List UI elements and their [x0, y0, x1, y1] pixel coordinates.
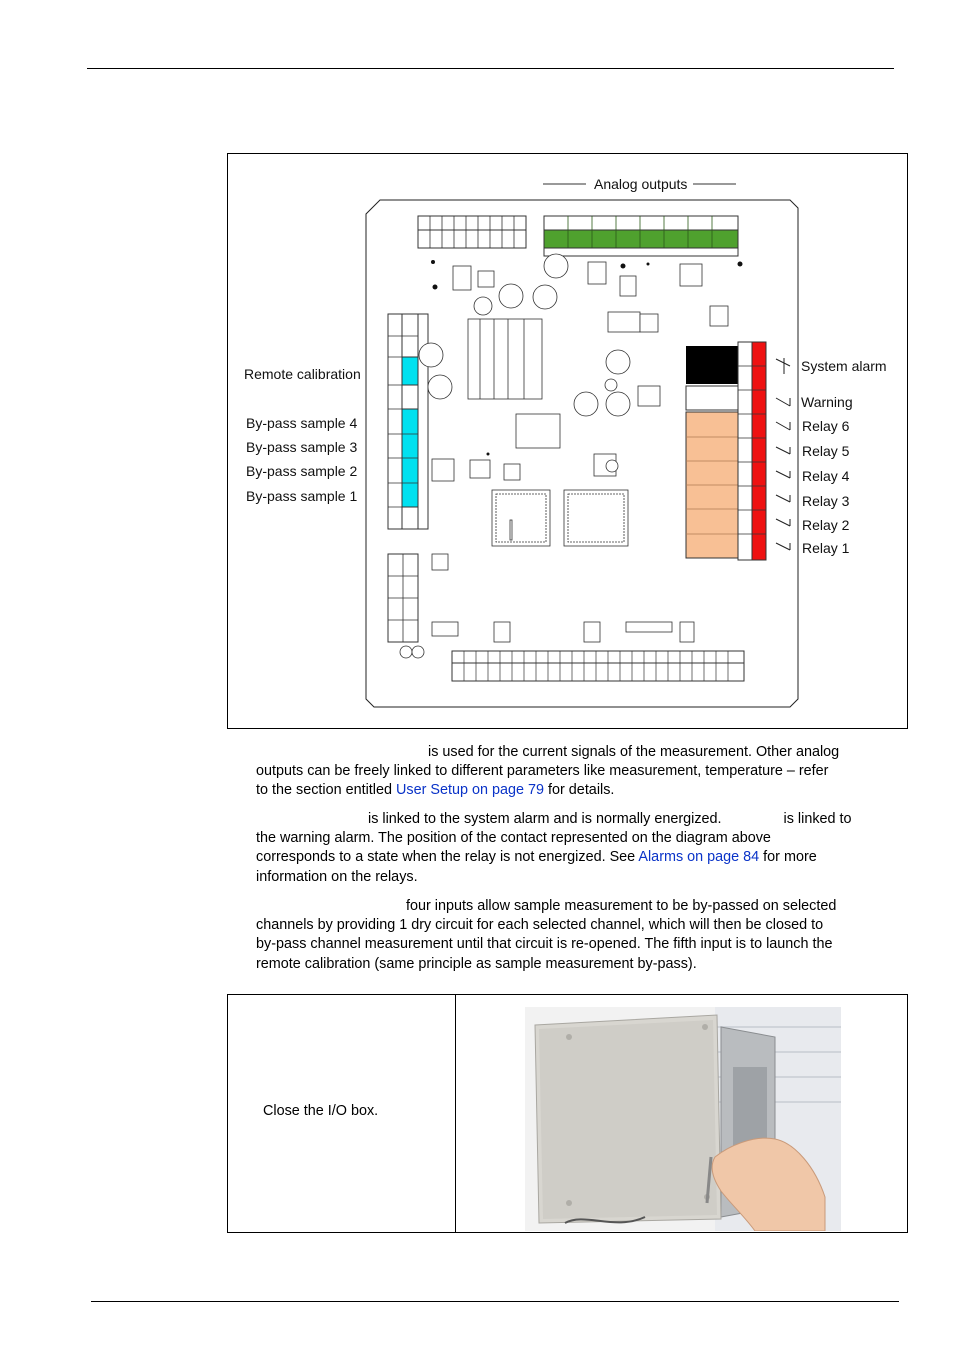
p3-line2: channels by providing 1 dry circuit for each selected channel, which will then be closed to: [256, 917, 824, 934]
p1-line3-post: for details.: [544, 782, 615, 799]
step-table-divider: [455, 995, 456, 1232]
analog-output-terminal: [544, 216, 738, 256]
p1-line3: [256, 781, 902, 800]
bottom-terminal: [452, 651, 744, 681]
label-system-alarm: System alarm: [801, 358, 887, 374]
label-bypass-sample-4: By-pass sample 4: [246, 415, 358, 431]
p2-line4: information on the relays.: [256, 868, 418, 885]
p2-line3: [256, 848, 902, 867]
user-setup-link[interactable]: User Setup on page 79: [396, 782, 545, 799]
io-board-diagram: [228, 154, 909, 730]
paragraph-relays: [256, 810, 902, 887]
p3-line4: remote calibration (same principle as sample measurement by-pass).: [256, 955, 697, 972]
label-bypass-sample-3: By-pass sample 3: [246, 439, 358, 455]
label-relay-4: Relay 4: [802, 468, 850, 484]
p2-line2: the warning alarm. The position of the contact represented on the diagram above: [256, 830, 771, 847]
relay-terminal: [686, 342, 766, 560]
p2-line1a: is linked to the system alarm and is normally energized.: [368, 811, 722, 827]
paragraph-bypass: [256, 897, 902, 974]
label-relay-1: Relay 1: [802, 540, 850, 556]
footer-rule: [91, 1301, 899, 1302]
p1-line3-pre: to the section entitled: [256, 782, 396, 799]
p1-line2: outputs can be freely linked to different parameters like measurement, temperature – refer: [256, 763, 829, 780]
analog-outputs-label: Analog outputs: [594, 176, 688, 192]
p1-line1: is used for the current signals of the measurement. Other analog: [428, 744, 840, 760]
paragraph-analog-outputs: [256, 743, 902, 801]
label-relay-2: Relay 2: [802, 517, 850, 533]
step-instruction: Close the I/O box.: [263, 1103, 379, 1119]
step-table: [227, 994, 908, 1233]
p3-line3: by-pass channel measurement until that circuit is re-opened. The fifth input is to launch the: [256, 936, 833, 953]
label-bypass-sample-1: By-pass sample 1: [246, 488, 358, 504]
io-board-figure: [227, 153, 908, 729]
label-relay-6: Relay 6: [802, 418, 850, 434]
p2-line3-post: for more: [759, 849, 817, 866]
left-input-terminal: [388, 314, 428, 529]
p3-line1: four inputs allow sample measurement to be by-passed on selected: [406, 898, 837, 914]
label-remote-calibration: Remote calibration: [244, 366, 361, 382]
header-rule: [87, 68, 894, 69]
label-warning: Warning: [801, 394, 853, 410]
p2-line1: [256, 810, 902, 829]
p2-line3-pre: corresponds to a state when the relay is not energized. See: [256, 849, 639, 866]
alarms-link[interactable]: Alarms on page 84: [638, 849, 760, 866]
label-bypass-sample-2: By-pass sample 2: [246, 463, 358, 479]
label-relay-3: Relay 3: [802, 493, 850, 509]
top-left-terminal: [418, 216, 526, 248]
label-relay-5: Relay 5: [802, 443, 850, 459]
close-io-box-photo: [525, 1007, 841, 1231]
p2-line1b: is linked to: [783, 811, 852, 827]
